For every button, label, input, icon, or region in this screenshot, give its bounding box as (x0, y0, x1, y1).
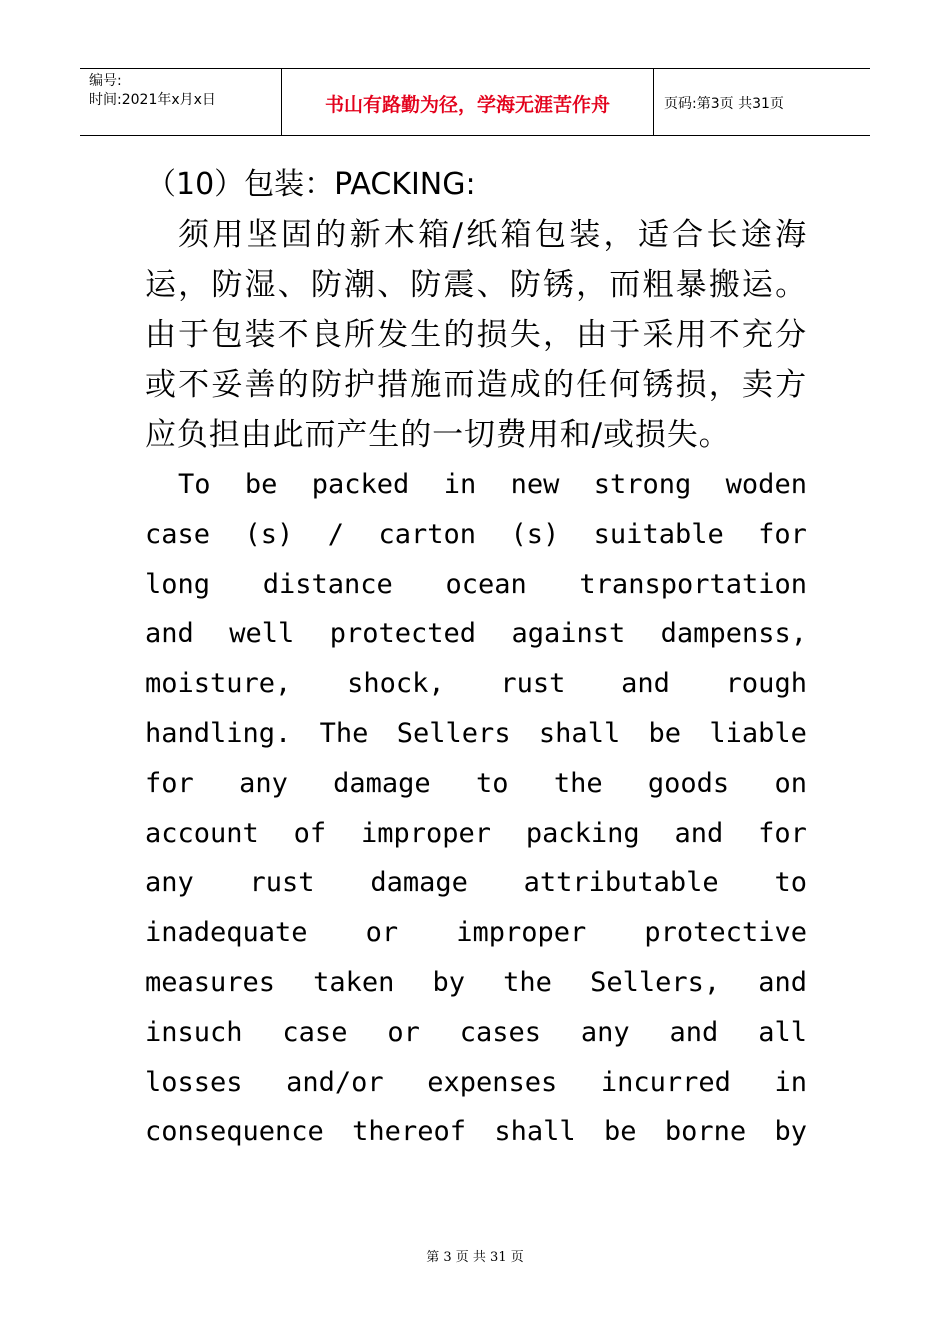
english-line: account of improper packing and for (145, 817, 807, 849)
english-line: inadequate or improper protective (145, 917, 807, 949)
english-line: losses and/or expenses incurred in (145, 1066, 807, 1098)
chinese-paragraph: 须用坚固的新木箱/纸箱包装，适合长途海运，防湿、防潮、防震、防锈，而粗暴搬运。由于包装不良所发生的损失，由于采用不充分或不妥善的防护措施而造成的任何锈损，卖方应负担由此而产生的一切费用和/或损失。 (145, 217, 807, 453)
header-meta (80, 69, 282, 135)
document-number-label: 编号: (89, 73, 122, 89)
english-line: for any damage to the goods on (145, 767, 807, 799)
english-line: measures taken by the Sellers, and (145, 966, 807, 998)
page-header (80, 68, 870, 136)
english-line: consequence thereof shall be borne by (145, 1116, 807, 1148)
header-page-info: 页码:第3页 共31页 (664, 96, 784, 112)
english-line: any rust damage attributable to (145, 867, 807, 899)
section-heading: （10）包装：PACKING: (146, 167, 476, 202)
english-line: and well protected against dampenss, (145, 618, 807, 650)
document-body (145, 160, 807, 1157)
english-line: long distance ocean transportation (145, 568, 807, 600)
header-motto: 书山有路勤为径，学海无涯苦作舟 (282, 69, 654, 135)
document-date-label: 时间:2021年x月x日 (89, 92, 216, 108)
page-footer: 第 3 页 共 31 页 (426, 1250, 524, 1265)
english-line: handling. The Sellers shall be liable (145, 717, 807, 749)
english-line: To be packed in new strong woden (178, 469, 807, 500)
english-line: insuch case or cases any and all (145, 1016, 807, 1048)
english-paragraph (145, 460, 807, 1157)
english-line: case (s) / carton (s) suitable for (145, 518, 807, 550)
english-line: moisture, shock, rust and rough (145, 668, 807, 700)
